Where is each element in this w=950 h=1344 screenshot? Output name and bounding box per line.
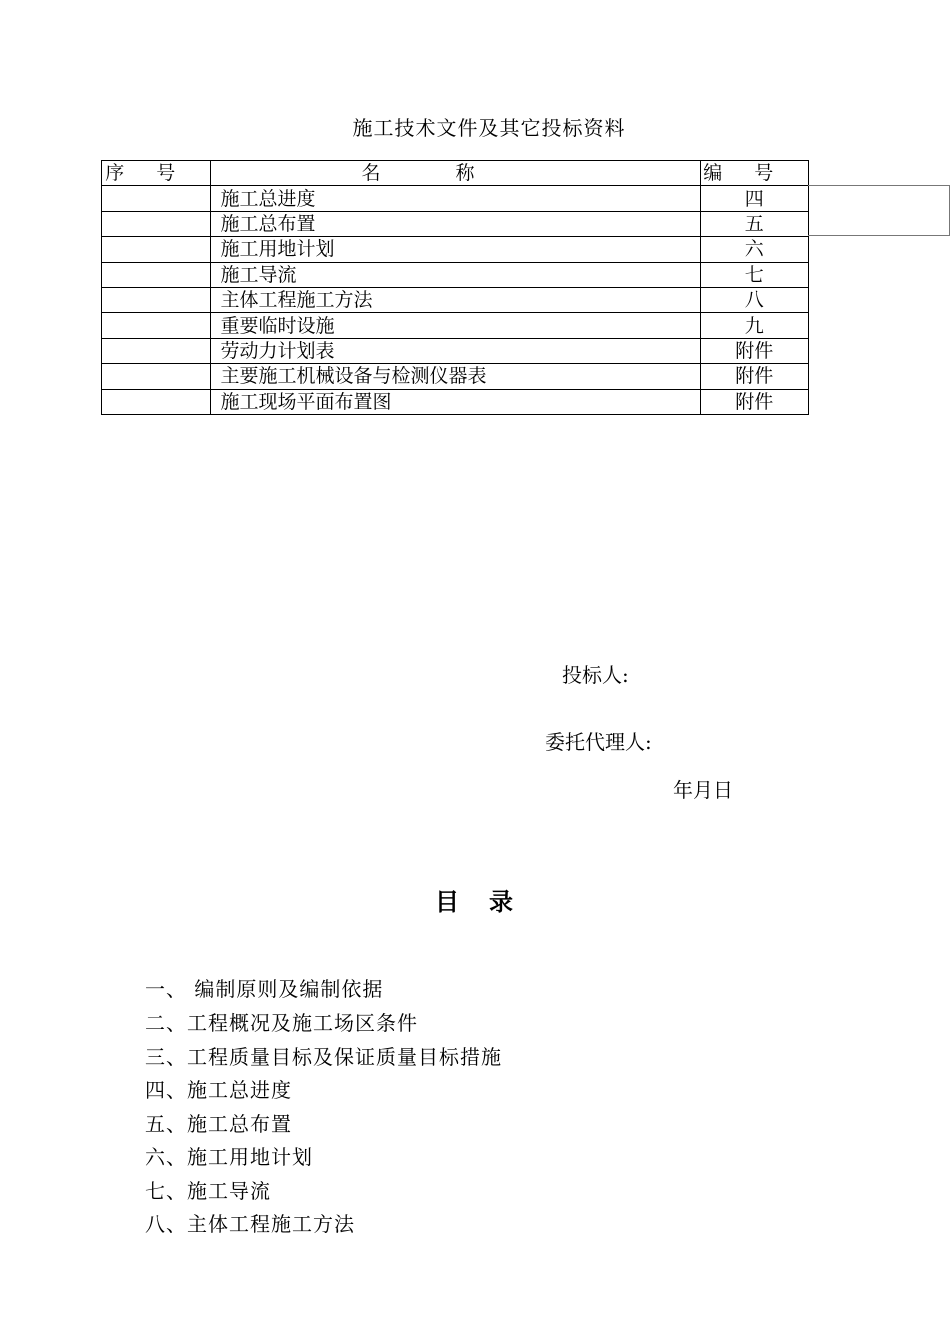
row-number [102,287,211,312]
table-row [102,287,809,312]
header-name: 名称 [211,161,700,186]
row-name: 劳动力计划表 [211,338,700,363]
row-name: 重要临时设施 [211,313,700,338]
document-title: 施工技术文件及其它投标资料 [352,116,626,140]
row-number [102,313,211,338]
toc-item: 一、 编制原则及编制依据 [145,977,384,1001]
row-code: 八 [700,287,808,312]
header-code: 编号 [700,161,808,186]
table-row [102,237,809,262]
toc-item: 六、施工用地计划 [145,1145,313,1169]
table-row [102,262,809,287]
toc-item: 七、施工导流 [145,1179,271,1203]
agent-label: 委托代理人: [545,730,652,754]
table-row [102,338,809,363]
page-edge-frame [808,185,950,236]
row-number [102,237,211,262]
materials-table [101,160,809,415]
header-number: 序号 [102,161,211,186]
row-number [102,364,211,389]
bidder-label: 投标人: [562,663,629,687]
row-name: 施工用地计划 [211,237,700,262]
table-header-row [102,161,809,186]
toc-item: 五、施工总布置 [145,1112,292,1136]
row-number [102,211,211,236]
row-name: 施工现场平面布置图 [211,389,700,414]
row-number [102,186,211,211]
toc-item: 四、施工总进度 [145,1078,292,1102]
row-number [102,389,211,414]
row-code: 附件 [700,389,808,414]
table-row [102,211,809,236]
table-row [102,186,809,211]
row-code: 附件 [700,364,808,389]
row-name: 施工总进度 [211,186,700,211]
row-code: 九 [700,313,808,338]
row-code: 四 [700,186,808,211]
row-code: 五 [700,211,808,236]
table-row [102,364,809,389]
row-name: 施工总布置 [211,211,700,236]
toc-item: 八、主体工程施工方法 [145,1212,355,1236]
table-row [102,389,809,414]
toc-item: 三、工程质量目标及保证质量目标措施 [145,1045,502,1069]
toc-item: 二、工程概况及施工场区条件 [145,1011,418,1035]
row-number [102,262,211,287]
row-name: 施工导流 [211,262,700,287]
row-name: 主要施工机械设备与检测仪器表 [211,364,700,389]
toc-title: 目录 [435,888,543,916]
row-code: 附件 [700,338,808,363]
date-label: 年月日 [673,778,733,802]
row-code: 七 [700,262,808,287]
table-row [102,313,809,338]
row-name: 主体工程施工方法 [211,287,700,312]
row-number [102,338,211,363]
row-code: 六 [700,237,808,262]
